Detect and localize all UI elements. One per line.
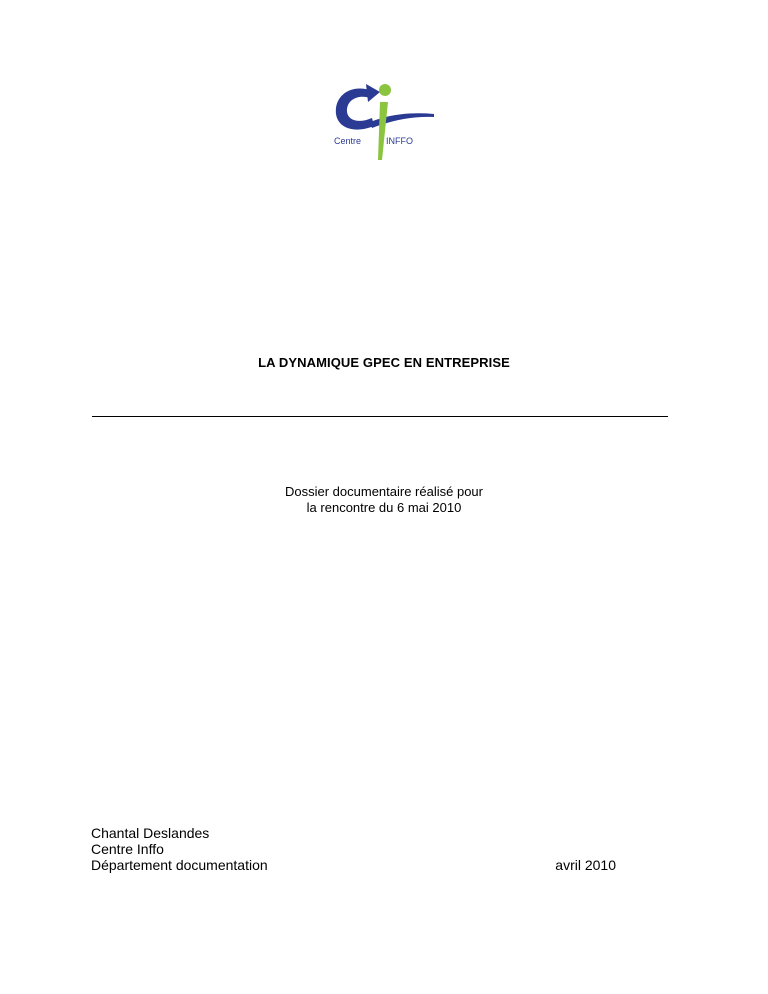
logo-word-inffo: INFFO <box>386 136 413 146</box>
document-subtitle <box>0 484 768 516</box>
author-name: Chantal Deslandes <box>91 825 210 841</box>
logo-word-centre: Centre <box>334 136 362 146</box>
subtitle-line: la rencontre du 6 mai 2010 <box>306 500 462 515</box>
logo-i-stem <box>378 102 388 160</box>
document-date: avril 2010 <box>555 857 616 873</box>
subtitle-line: Dossier documentaire réalisé pour <box>285 484 483 499</box>
author-organization: Centre Inffo <box>91 841 164 857</box>
author-department: Département documentation <box>91 857 268 873</box>
logo-i-dot <box>379 84 391 96</box>
document-title: LA DYNAMIQUE GPEC EN ENTREPRISE <box>258 355 510 370</box>
author-block <box>91 825 268 873</box>
title-divider <box>92 416 668 417</box>
logo-arrow-head <box>366 84 380 102</box>
centre-inffo-logo <box>330 80 436 162</box>
logo-graphic <box>330 80 436 162</box>
